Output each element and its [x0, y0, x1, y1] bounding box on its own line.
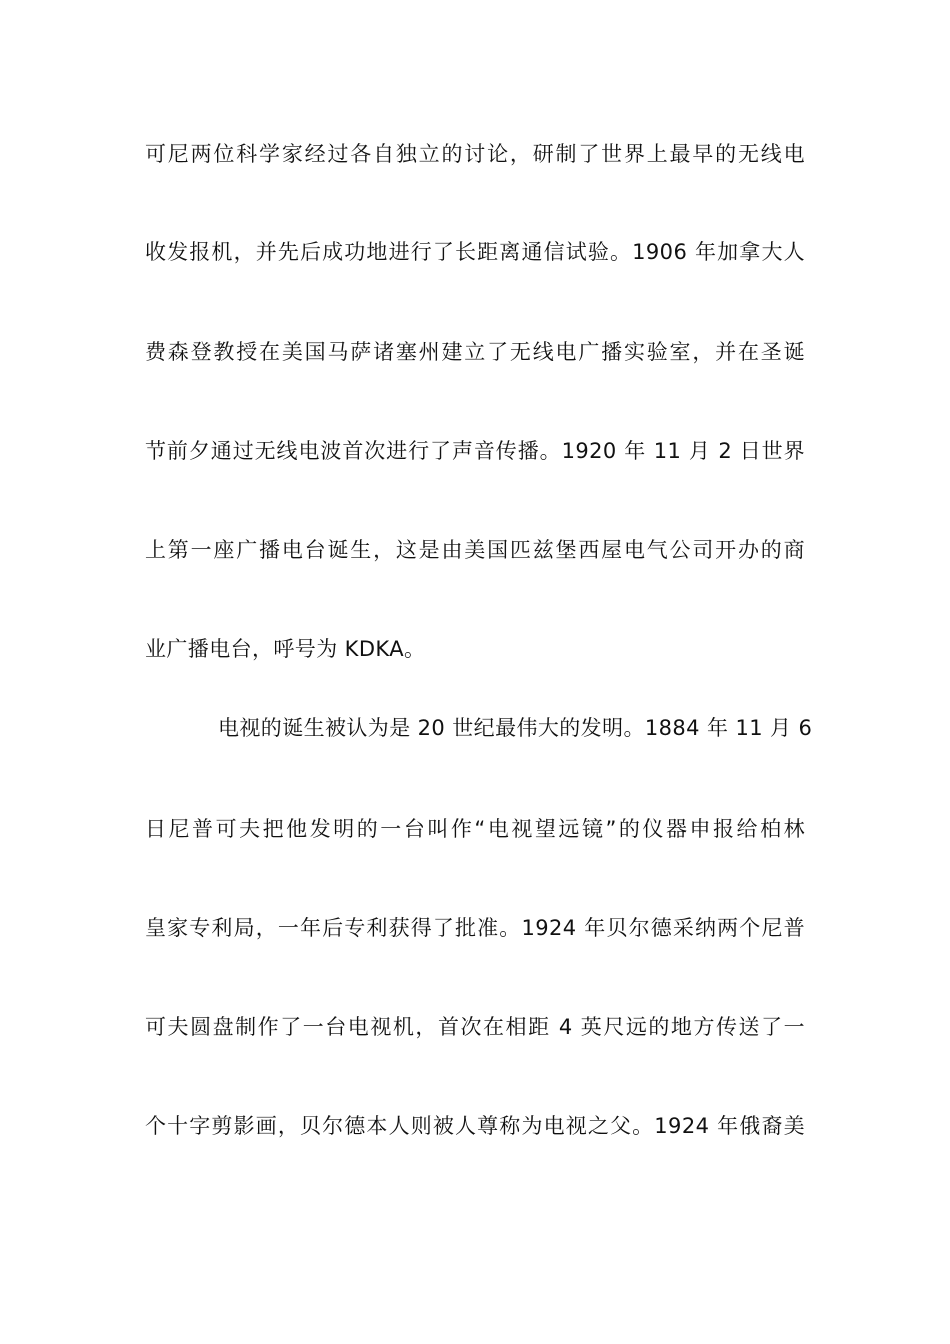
text-line: 日尼普可夫把他发明的一台叫作“电视望远镜”的仪器申报给柏林 — [145, 817, 805, 841]
text-line: 节前夕通过无线电波首次进行了声音传播。1920 年 11 月 2 日世界 — [145, 439, 805, 463]
text-line: 可尼两位科学家经过各自独立的讨论，研制了世界上最早的无线电 — [145, 142, 805, 166]
text-line: 收发报机，并先后成功地进行了长距离通信试验。1906 年加拿大人 — [145, 240, 805, 264]
text-line: 可夫圆盘制作了一台电视机，首次在相距 4 英尺远的地方传送了一 — [145, 1015, 805, 1039]
text-line: 业广播电台，呼号为 KDKA。 — [145, 637, 426, 661]
text-line: 皇家专利局，一年后专利获得了批准。1924 年贝尔德采纳两个尼普 — [145, 916, 805, 940]
text-line: 上第一座广播电台诞生，这是由美国匹兹堡西屋电气公司开办的商 — [145, 538, 805, 562]
text-line: 个十字剪影画，贝尔德本人则被人尊称为电视之父。1924 年俄裔美 — [145, 1114, 805, 1138]
text-line: 费森登教授在美国马萨诸塞州建立了无线电广播实验室，并在圣诞 — [145, 340, 805, 364]
text-line: 电视的诞生被认为是 20 世纪最伟大的发明。1884 年 11 月 6 — [218, 716, 813, 740]
